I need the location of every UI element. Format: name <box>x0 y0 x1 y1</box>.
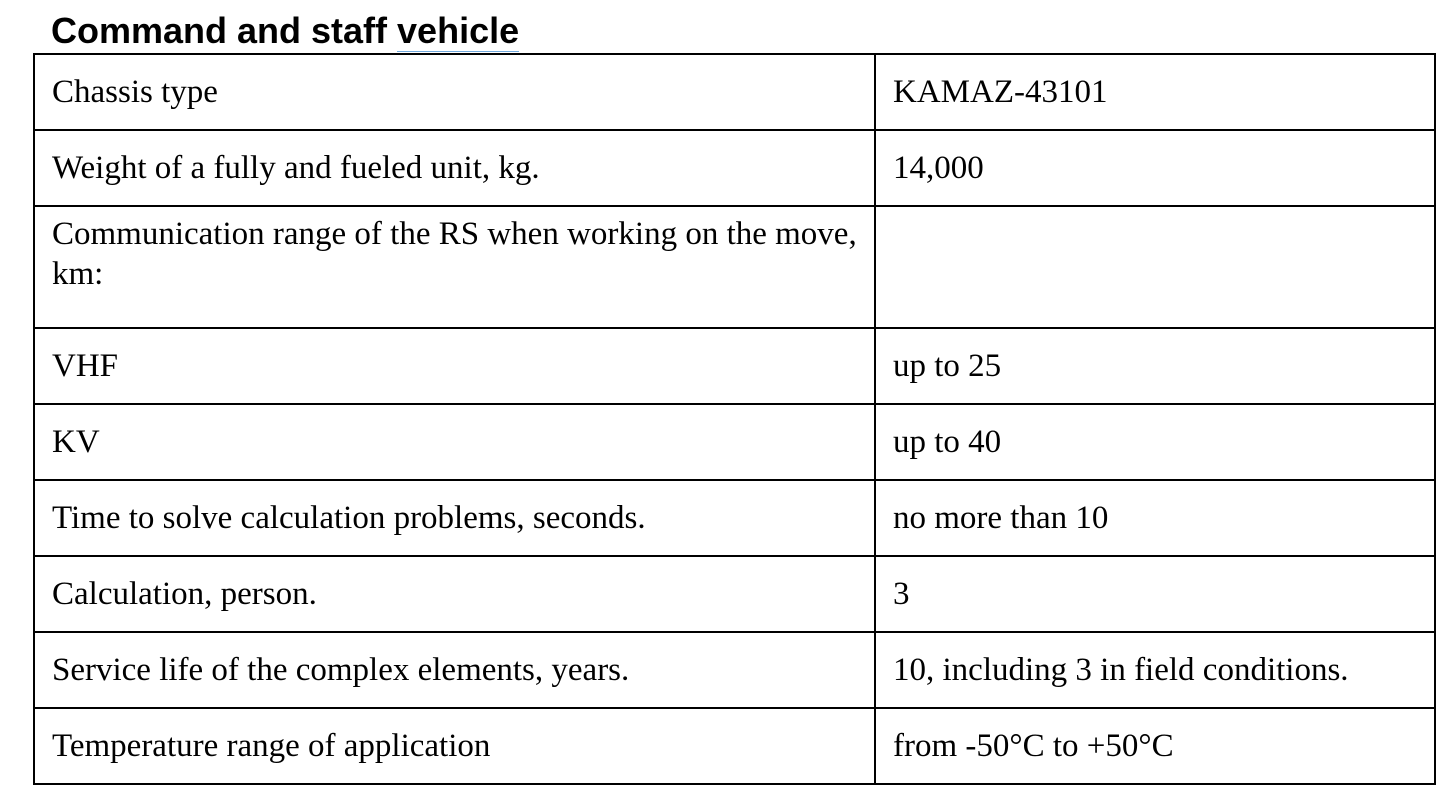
row-label: Service life of the complex elements, years. <box>34 632 875 708</box>
table-row <box>34 480 1435 556</box>
row-value: no more than 10 <box>875 480 1435 556</box>
table-row <box>34 206 1435 328</box>
table-row <box>34 708 1435 784</box>
table-row <box>34 54 1435 130</box>
row-value: 14,000 <box>875 130 1435 206</box>
row-label: Temperature range of application <box>34 708 875 784</box>
row-label: Weight of a fully and fueled unit, kg. <box>34 130 875 206</box>
row-label: VHF <box>34 328 875 404</box>
table-row <box>34 632 1435 708</box>
row-value: 3 <box>875 556 1435 632</box>
row-value: up to 40 <box>875 404 1435 480</box>
row-label: Chassis type <box>34 54 875 130</box>
specifications-table <box>33 53 1436 785</box>
table-row <box>34 556 1435 632</box>
table-row <box>34 328 1435 404</box>
row-value <box>875 206 1435 328</box>
title-main-text: Command and staff <box>51 10 398 51</box>
row-value: 10, including 3 in field conditions. <box>875 632 1435 708</box>
row-label: Calculation, person. <box>34 556 875 632</box>
table-row <box>34 404 1435 480</box>
title-underlined-word[interactable]: vehicle <box>397 10 519 54</box>
page-title <box>51 8 519 54</box>
row-value: KAMAZ-43101 <box>875 54 1435 130</box>
row-label: Communication range of the RS when working on the move, km: <box>34 206 875 328</box>
row-value: up to 25 <box>875 328 1435 404</box>
row-label: KV <box>34 404 875 480</box>
table-row <box>34 130 1435 206</box>
row-value: from -50°C to +50°C <box>875 708 1435 784</box>
row-label: Time to solve calculation problems, seconds. <box>34 480 875 556</box>
